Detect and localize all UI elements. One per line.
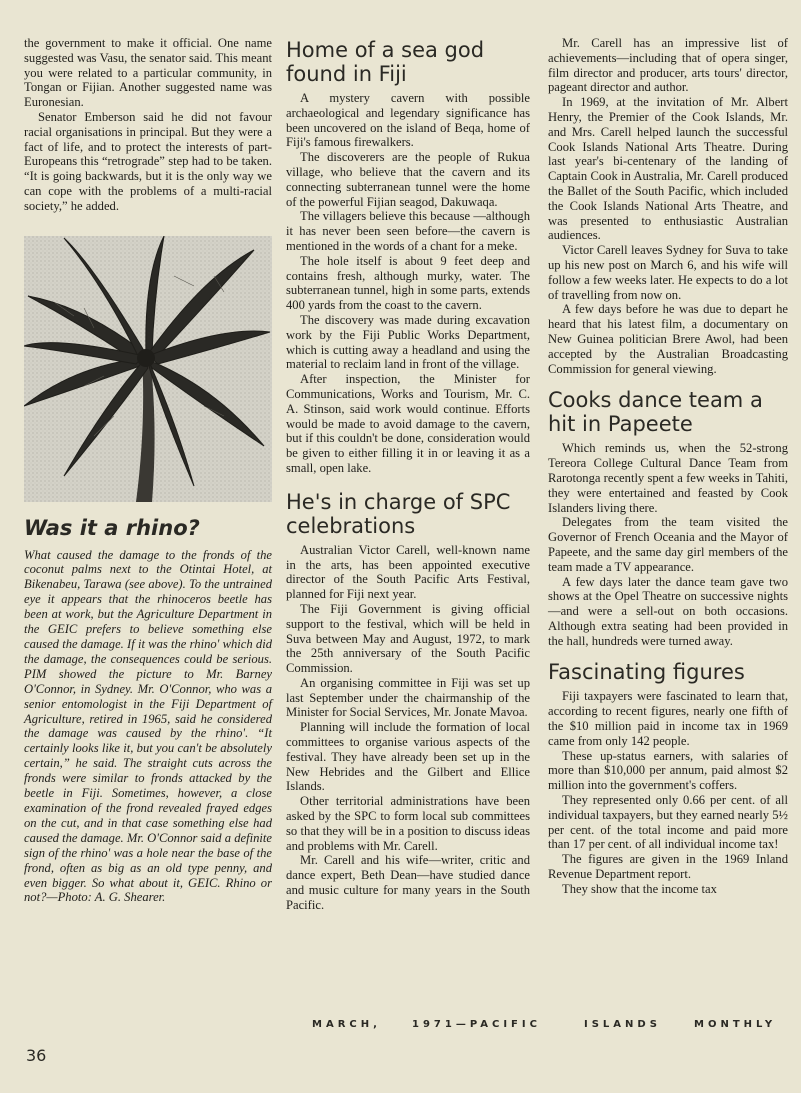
paragraph: Planning will include the formation of local committees to organise various aspects of the festival. They have already been set up in the New Hebrides and the Gilbert and Ellice Islands. [286,720,530,794]
paragraph: The villagers believe this because —although it has never been seen before—the cavern is mentioned in the words of a chant for a meke. [286,209,530,253]
palm-tree-image [24,236,272,502]
paragraph: In 1969, at the invitation of Mr. Albert Henry, the Premier of the Cook Islands, Mr. and Mrs. Carell helped launch the successful Cook Islands National Arts Theatre. During last year's bi-centenary of the landing of Captain Cook in Australia, Mr. Carell produced the Ballet of the South Pacific, which included the Cook Islands National Arts Theatre, and was presented to enthusiastic Australian audiences. [548,95,788,243]
column-left [24,36,272,905]
paragraph: The discovery was made during excavation work by the Fiji Public Works Department, which is cutting away a headland and using the material to reclaim land in front of the village. [286,312,530,372]
article-title: Fascinating figures [548,660,745,685]
palm-tree-photo [24,236,272,502]
paragraph: The Fiji Government is giving official support to the festival, which will be held in Suva between May and August, 1972, to mark the 25th anniversary of the South Pacific Commission. [286,601,530,676]
paragraph: The hole itself is about 9 feet deep and contains fresh, although murky, water. The subterranean tunnel, high in some parts, extends 400 yards from the coast to the cavern. [286,253,530,313]
paragraph: A few days before he was due to depart he heard that his latest film, a documentary on New Guinea politician Brere Awol, had been accepted by the Australian Broadcasting Commission for general viewing. [548,302,788,376]
paragraph: Mr. Carell has an impressive list of achievements—including that of opera singer, film director and producer, arts tours' director, pageant director and author. [548,36,788,95]
article-title: Cooks dance team a hit in Papeete [548,388,763,437]
footer-islands: ISLANDS [584,1019,661,1030]
article-title: He's in charge of SPC celebrations [286,489,511,538]
photo-caption [24,548,272,906]
paragraph: Other territorial administrations have been asked by the SPC to form local sub committees so that they will be in a position to discuss ideas and problems with Mr. Carell. [286,794,530,853]
paragraph: A few days later the dance team gave two shows at the Opel Theatre on successive nights—and were a sell-out on both occasions. Although extra seating had been provided in the hall, hundreds were turned away. [548,574,788,648]
footer-monthly: MONTHLY [694,1019,777,1030]
paragraph: They represented only 0.66 per cent. of all individual taxpayers, but they earned nearly 5½ per cent. of the total income and paid more than 17 per cent. of all individual income tax! [548,793,788,852]
running-footer [0,1015,801,1035]
paragraph: The discoverers are the people of Rukua village, who believe that the cavern and its connecting subterranean tunnel were the home of the powerful Fijian seagod, Dakuwaqa. [286,150,530,209]
paragraph: These up-status earners, with salaries of more than $10,000 per annum, paid almost $2 million into the government's coffers. [548,748,788,793]
paragraph: Senator Emberson said he did not favour racial organisations in principal. But they were a fact of life, and to protect the interests of part-Europeans this “retrograde” step had to be taken. “It is going backwards, but it is the only way we can cope with the problems of a multi-racial society,” he added. [24,109,272,213]
paragraph: Fiji taxpayers were fascinated to learn that, according to recent figures, nearly one fifth of the $10 million paid in income tax in 1969 came from only 142 people. [548,689,788,748]
paragraph: Delegates from the team visited the Governor of French Oceania and the Mayor of Papeete, and the same day girl members of the team made a TV appearance. [548,515,788,574]
paragraph: Mr. Carell and his wife—writer, critic and dance expert, Beth Dean—have studied dance and music culture for many years in the South Pacific. [286,853,530,912]
caption-text: What caused the damage to the fronds of the coconut palms next to the Otintai Hotel, at Bikenabeu, Tarawa (see above). To the untrained eye it appears that the rhinoceros beetle has been at work, but the Agriculture Department in the GEIC prefers to believe something else caused the damage. If it was the rhino' which did the damage, the consequences could be serious. PIM showed the picture to Mr. Barney O'Connor, in Sydney. Mr. O'Connor, who was a senior entomologist in the Fiji Department of Agriculture, retired in 1965, said he considered the damage was caused by the rhino'. “It certainly looks like it, but you can't be absolutely certain,” he said. The straight cuts across the fronds were similar to fronds attacked by the beetle in Fiji. Sometimes, however, a close examination of the frond revealed frayed edges on the cut, and in that case something else had caused the damage. Mr. O'Connor said a definite sign of the rhino' was a hole near the base of the frond, often as big as an old type penny, and even bigger. So what about it, GEIC. Rhino or not?—Photo: A. G. Shearer. [24,547,272,905]
paragraph: They show that the income tax [562,881,717,896]
article-title: Was it a rhino? [24,515,200,540]
footer-year-pacific: 1971—PACIFIC [412,1019,541,1030]
paragraph: A mystery cavern with possible archaeological and legendary significance has been uncovered on the island of Beqa, home of Fiji's famous firewalkers. [286,91,530,150]
column-right [548,36,788,897]
footer-month: MARCH, [312,1019,381,1030]
article-title: Home of a sea god found in Fiji [286,38,485,86]
paragraph: Which reminds us, when the 52-strong Tereora College Cultural Dance Team from Rarotonga recently spent a few weeks in Tahiti, they were entertained and feasted by Cook Islanders living there. [548,441,788,515]
paragraph: An organising committee in Fiji was set up last September under the chairmanship of the Minister for Social Services, Mr. Jonate Mavoa. [286,675,530,720]
paragraph: The figures are given in the 1969 Inland Revenue Department report. [548,852,788,882]
paragraph: Victor Carell leaves Sydney for Suva to take up his new post on March 6, and his wife will follow a few weeks later. He expects to do a lot of travelling from now on. [548,243,788,302]
page-number: 36 [26,1046,47,1065]
column-middle [286,36,530,913]
paragraph: Australian Victor Carell, well-known name in the arts, has been appointed executive director of the South Pacific Arts Festival, planned for Fiji next year. [286,542,530,602]
paragraph: After inspection, the Minister for Communications, Works and Tourism, Mr. C. A. Stinson, said work would continue. Efforts would be made to avoid damage to the cavern, but if this couldn't be done, consideration would be given to either filling it in or leaving it as a small, open lake. [286,372,530,475]
paragraph: the government to make it official. One name suggested was Vasu, the senator said. This meant you were related to a particular community, in Tongan or Fijian. Another suggested name was Euronesian. [24,36,272,110]
